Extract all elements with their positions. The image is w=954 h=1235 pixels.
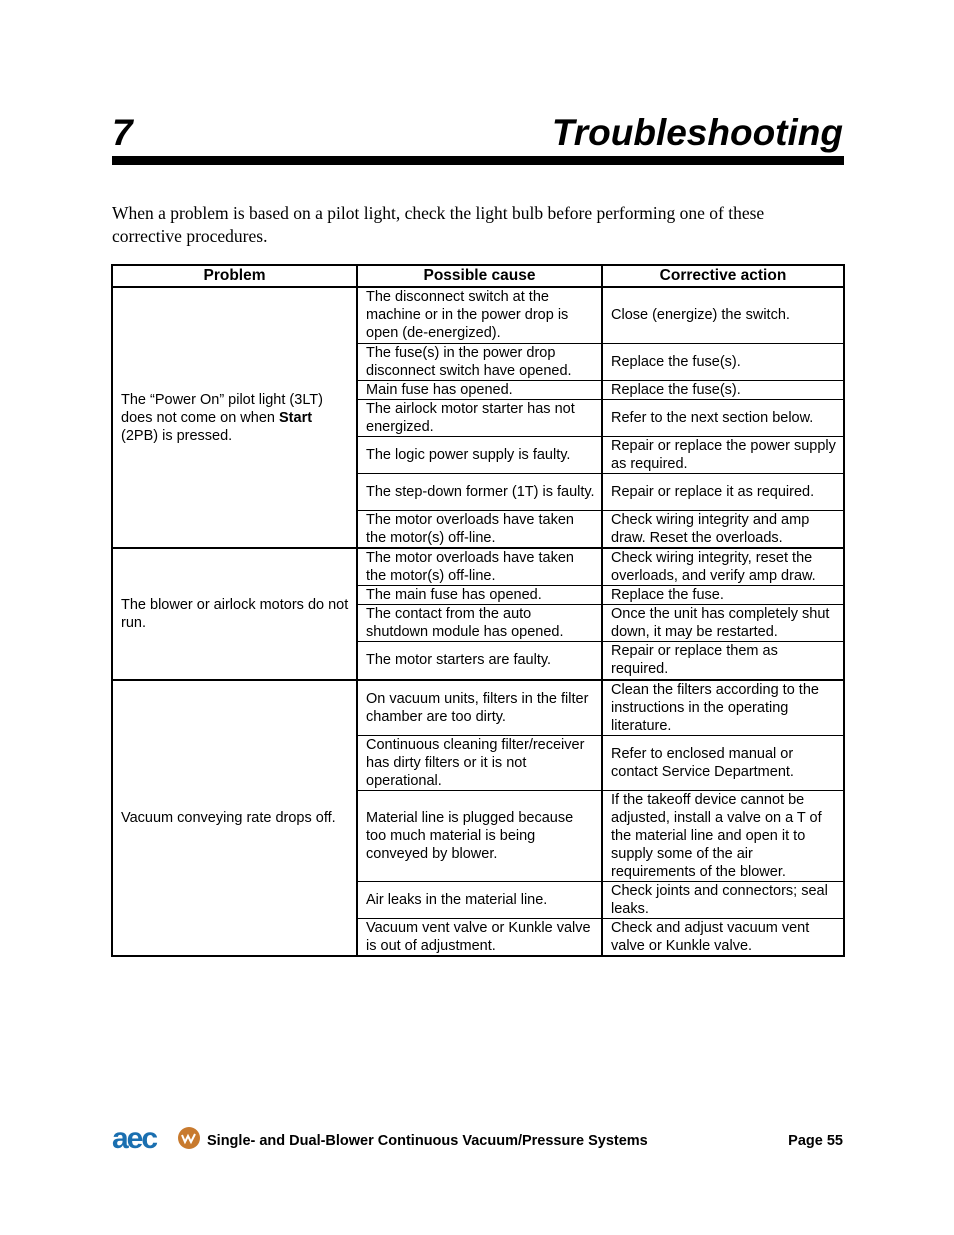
action-cell: Refer to enclosed manual or contact Service Department. (602, 735, 844, 790)
action-cell: Check wiring integrity and amp draw. Reset the overloads. (602, 510, 844, 548)
troubleshooting-table (111, 264, 845, 957)
cause-cell: Main fuse has opened. (357, 380, 602, 399)
action-cell: Repair or replace them as required. (602, 642, 844, 680)
footer-title: Single- and Dual-Blower Continuous Vacuum/Pressure Systems (207, 1133, 648, 1149)
cause-cell: The step-down former (1T) is faulty. (357, 473, 602, 510)
cause-cell: The airlock motor starter has not energized. (357, 399, 602, 436)
action-cell: Check and adjust vacuum vent valve or Kunkle valve. (602, 918, 844, 956)
table-row (112, 548, 844, 586)
table-header-row (112, 265, 844, 287)
cause-cell: The logic power supply is faulty. (357, 436, 602, 473)
action-cell: Refer to the next section below. (602, 399, 844, 436)
action-cell: Check joints and connectors; seal leaks. (602, 881, 844, 918)
cause-cell: The disconnect switch at the machine or in the power drop is open (de-energized). (357, 287, 602, 343)
problem-text-end: (2PB) is pressed. (121, 427, 233, 444)
table-row (112, 680, 844, 736)
action-cell: Repair or replace the power supply as required. (602, 436, 844, 473)
action-cell: If the takeoff device cannot be adjusted, install a valve on a T of the material line and open it to supply some of the air requirements of the blower. (602, 790, 844, 881)
action-cell: Clean the filters according to the instructions in the operating literature. (602, 680, 844, 736)
aec-logo-icon (112, 1124, 202, 1152)
action-cell: Check wiring integrity, reset the overloads, and verify amp draw. (602, 548, 844, 586)
problem-bold-text: Start (279, 409, 313, 426)
header-problem: Problem (112, 265, 357, 287)
cause-cell: The motor overloads have taken the motor(s) off-line. (357, 510, 602, 548)
chapter-header (112, 112, 843, 154)
header-rule (112, 156, 844, 165)
cause-cell: Vacuum vent valve or Kunkle valve is out of adjustment. (357, 918, 602, 956)
intro-paragraph: When a problem is based on a pilot light, check the light bulb before performing one of these corrective procedures. (112, 203, 765, 246)
action-cell: Once the unit has completely shut down, it may be restarted. (602, 605, 844, 642)
cause-cell: The motor starters are faulty. (357, 642, 602, 680)
table-row (112, 287, 844, 343)
action-cell: Close (energize) the switch. (602, 287, 844, 343)
chapter-number: 7 (112, 112, 133, 153)
cause-cell: Continuous cleaning filter/receiver has dirty filters or it is not operational. (357, 735, 602, 790)
action-cell: Replace the fuse(s). (602, 380, 844, 399)
problem-cell (112, 680, 357, 956)
problem-text: Vacuum conveying rate drops off. (121, 809, 336, 826)
cause-cell: Air leaks in the material line. (357, 881, 602, 918)
header-possible-cause: Possible cause (357, 265, 602, 287)
action-cell: Replace the fuse. (602, 586, 844, 605)
problem-text: The “Power On” pilot light (3LT) does not come on when (121, 391, 323, 426)
page-number: Page 55 (788, 1133, 843, 1149)
action-cell: Repair or replace it as required. (602, 473, 844, 510)
cause-cell: Material line is plugged because too much material is being conveyed by blower. (357, 790, 602, 881)
page-footer (112, 1122, 843, 1152)
chapter-title: Troubleshooting (551, 112, 843, 153)
cause-cell: The contact from the auto shutdown module has opened. (357, 605, 602, 642)
problem-cell (112, 287, 357, 548)
cause-cell: The motor overloads have taken the motor(s) off-line. (357, 548, 602, 586)
cause-cell: On vacuum units, filters in the filter chamber are too dirty. (357, 680, 602, 736)
action-cell: Replace the fuse(s). (602, 343, 844, 380)
problem-text: The blower or airlock motors do not run. (121, 596, 349, 631)
cause-cell: The main fuse has opened. (357, 586, 602, 605)
logo-text: aec (112, 1124, 157, 1152)
problem-cell (112, 548, 357, 680)
header-corrective-action: Corrective action (602, 265, 844, 287)
cause-cell: The fuse(s) in the power drop disconnect switch have opened. (357, 343, 602, 380)
